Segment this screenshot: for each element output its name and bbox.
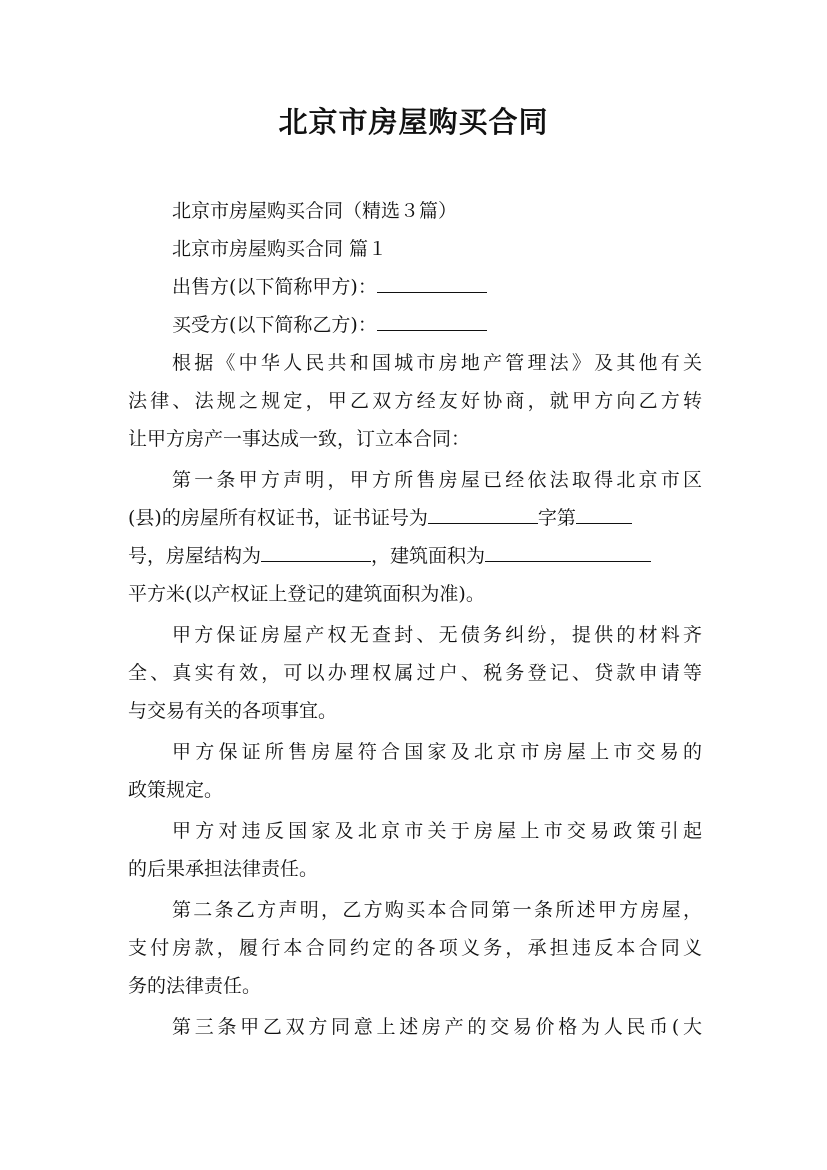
seller-blank <box>377 274 487 293</box>
cert-label: (县)的房屋所有权证书，证书证号为 <box>128 507 428 529</box>
buyer-line <box>128 306 702 344</box>
paragraph-line: 支付房款，履行本合同约定的各项义务，承担违反本合同义 <box>128 937 702 959</box>
seller-label: 出售方(以下简称甲方)： <box>172 276 377 298</box>
paragraph-line: 甲方保证房屋产权无查封、无债务纠纷，提供的材料齐 <box>172 624 702 646</box>
paragraph-line: 务的法律责任。 <box>128 975 262 997</box>
document-body <box>128 192 702 1046</box>
paragraph-line: 平方米(以产权证上登记的建筑面积为准)。 <box>128 583 485 605</box>
paragraph-line <box>128 537 702 575</box>
section-heading-text: 北京市房屋购买合同 篇１ <box>172 238 388 260</box>
paragraph-line: 甲方保证所售房屋符合国家及北京市房屋上市交易的 <box>172 741 702 763</box>
paragraph-line: 让甲方房产一事达成一致，订立本合同： <box>128 428 471 450</box>
document-title: 北京市房屋购买合同 <box>278 105 549 139</box>
paragraph-line: 第一条甲方声明，甲方所售房屋已经依法取得北京市区 <box>172 469 702 491</box>
area-label: ，建筑面积为 <box>371 545 486 567</box>
buyer-label: 买受方(以下简称乙方)： <box>172 314 377 336</box>
structure-label: 号，房屋结构为 <box>128 545 262 567</box>
paragraph-line: 根据《中华人民共和国城市房地产管理法》及其他有关 <box>172 352 702 374</box>
structure-blank <box>261 543 371 562</box>
paragraph-line <box>128 499 702 537</box>
seller-line <box>128 268 702 306</box>
paragraph-line: 第二条乙方声明，乙方购买本合同第一条所述甲方房屋， <box>172 899 702 921</box>
subtitle-line <box>128 192 702 230</box>
paragraph-line: 法律、法规之规定，甲乙双方经友好协商，就甲方向乙方转 <box>128 390 702 412</box>
paragraph-line: 的后果承担法律责任。 <box>128 858 319 880</box>
paragraph-line: 全、真实有效，可以办理权属过户、税务登记、贷款申请等 <box>128 662 702 684</box>
paragraph-line: 政策规定。 <box>128 779 224 801</box>
paragraph-line: 甲方对违反国家及北京市关于房屋上市交易政策引起 <box>172 820 702 842</box>
section-heading <box>128 230 702 268</box>
subtitle-text: 北京市房屋购买合同（精选３篇） <box>172 200 458 222</box>
area-blank <box>485 543 651 562</box>
paragraph-line: 与交易有关的各项事宜。 <box>128 700 338 722</box>
buyer-blank <box>377 312 487 331</box>
paragraph-line: 第三条甲乙双方同意上述房产的交易价格为人民币(大 <box>172 1016 702 1038</box>
cert-number-blank <box>428 505 538 524</box>
cert-word-label: 字第 <box>537 507 576 529</box>
cert-word-blank <box>576 505 632 524</box>
